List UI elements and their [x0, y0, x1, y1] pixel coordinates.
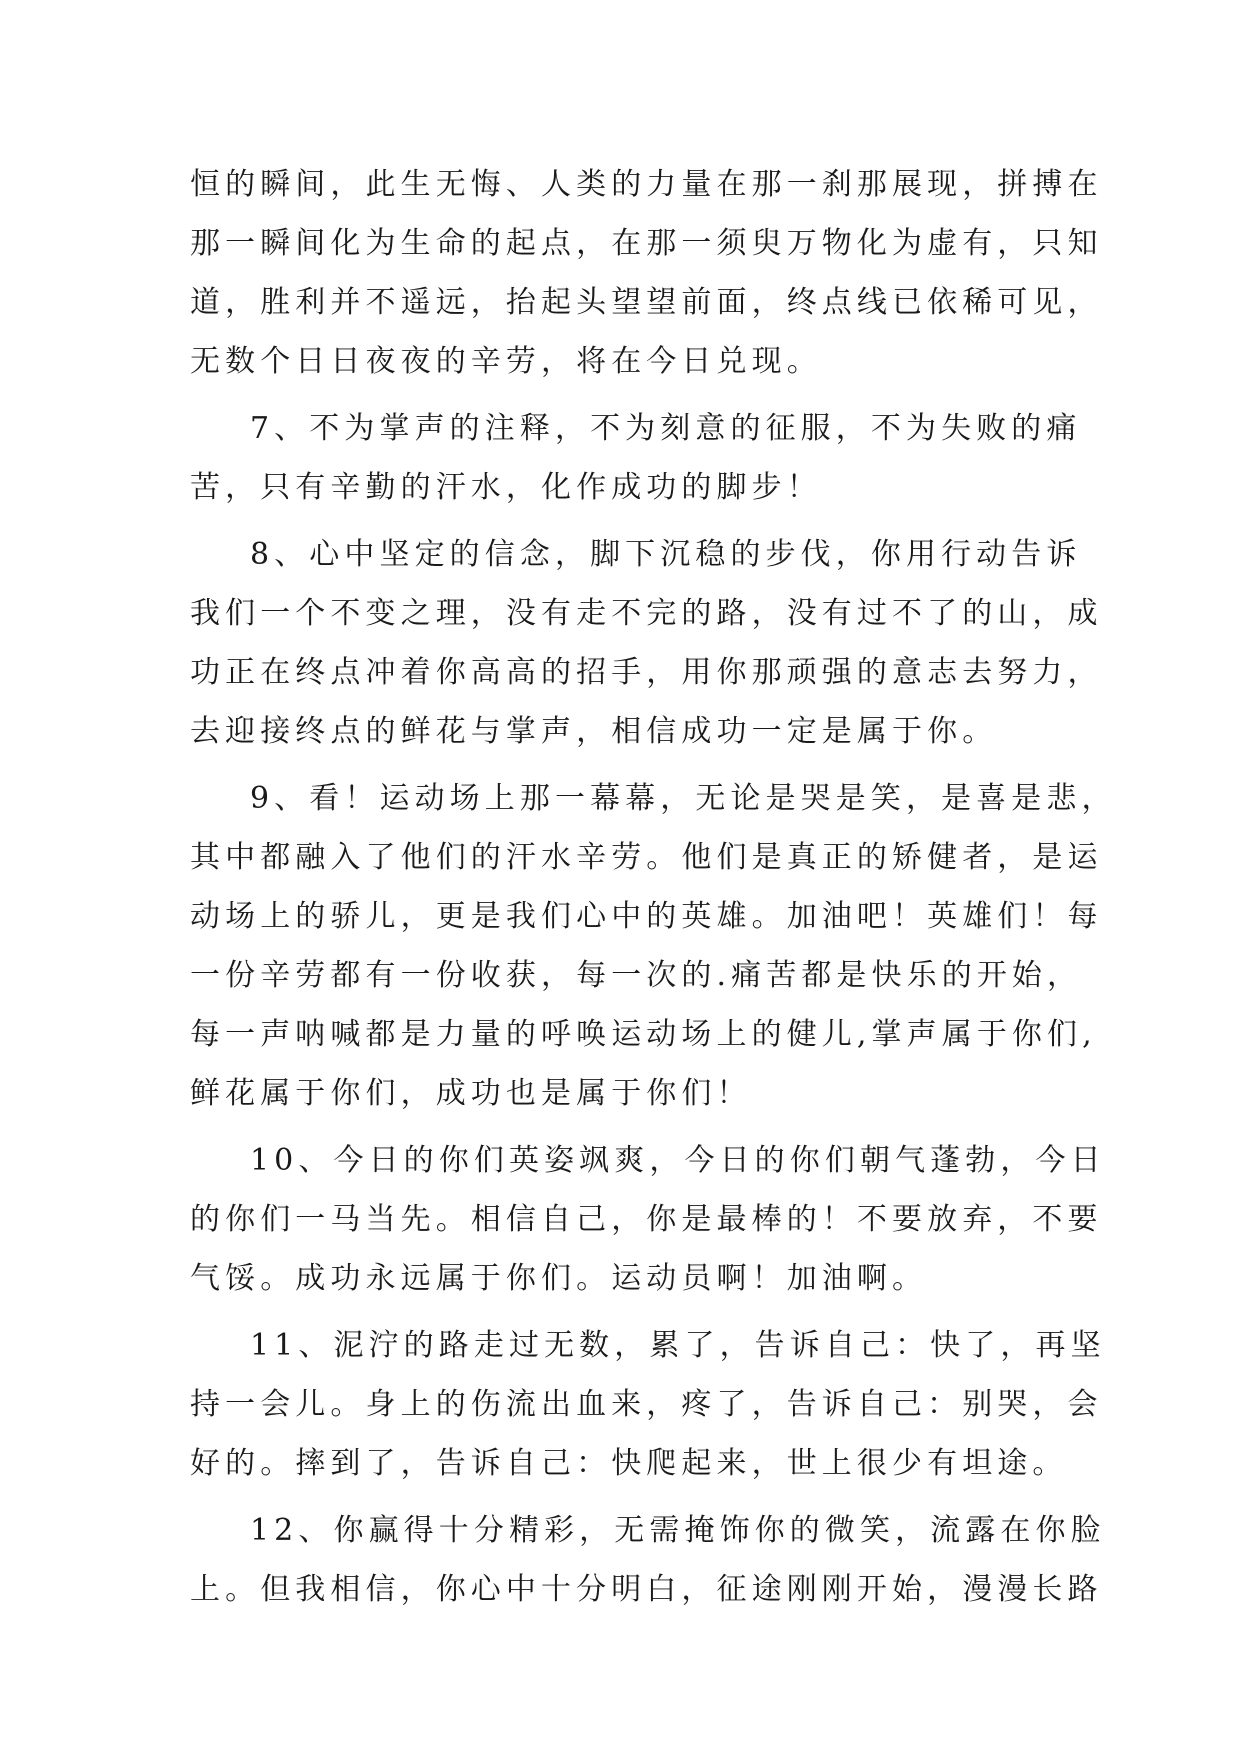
text-line: 动场上的骄儿，更是我们心中的英雄。加油吧！英雄们！每	[190, 899, 1103, 934]
text-line: 上。但我相信，你心中十分明白，征途刚刚开始，漫漫长路	[190, 1572, 1103, 1607]
document-page	[190, 155, 1117, 1619]
text-line: 10、今日的你们英姿飒爽，今日的你们朝气蓬勃，今日	[250, 1143, 1106, 1178]
text-line: 气馁。成功永远属于你们。运动员啊！加油啊。	[190, 1261, 928, 1296]
text-line: 功正在终点冲着你高高的招手，用你那顽强的意志去努力，	[190, 655, 1103, 690]
paragraph-8	[190, 525, 1103, 761]
text-line: 每一声呐喊都是力量的呼唤运动场上的健儿,掌声属于你们,	[190, 1017, 1097, 1052]
text-line: 恒的瞬间，此生无悔、人类的力量在那一刹那展现，拼搏在	[190, 167, 1103, 202]
text-line: 一份辛劳都有一份收获，每一次的.痛苦都是快乐的开始，	[190, 958, 1083, 993]
text-line: 无数个日日夜夜的辛劳，将在今日兑现。	[190, 344, 822, 379]
text-line: 12、你赢得十分精彩，无需掩饰你的微笑，流露在你脸	[250, 1513, 1106, 1548]
text-line: 9、看！运动场上那一幕幕，无论是哭是笑，是喜是悲，	[250, 781, 1117, 816]
paragraph-continuation	[190, 155, 1103, 391]
text-line: 8、心中坚定的信念，脚下沉稳的步伐，你用行动告诉	[250, 537, 1082, 572]
text-line: 道，胜利并不遥远，抬起头望望前面，终点线已依稀可见，	[190, 285, 1103, 320]
paragraph-12	[190, 1501, 1106, 1619]
text-line: 的你们一马当先。相信自己，你是最棒的！不要放弃，不要	[190, 1202, 1103, 1237]
text-line: 我们一个不变之理，没有走不完的路，没有过不了的山，成	[190, 596, 1103, 631]
paragraph-7	[190, 399, 1082, 517]
text-line: 那一瞬间化为生命的起点，在那一须臾万物化为虚有，只知	[190, 226, 1103, 261]
text-line: 11、泥泞的路走过无数，累了，告诉自己：快了，再坚	[250, 1328, 1106, 1363]
paragraph-10	[190, 1131, 1106, 1308]
text-line: 其中都融入了他们的汗水辛劳。他们是真正的矫健者，是运	[190, 840, 1103, 875]
text-line: 去迎接终点的鲜花与掌声，相信成功一定是属于你。	[190, 714, 998, 749]
paragraph-11	[190, 1316, 1106, 1493]
text-line: 持一会儿。身上的伤流出血来，疼了，告诉自己：别哭，会	[190, 1387, 1103, 1422]
text-line: 苦，只有辛勤的汗水，化作成功的脚步！	[190, 470, 822, 505]
text-line: 鲜花属于你们，成功也是属于你们！	[190, 1076, 752, 1111]
text-line: 7、不为掌声的注释，不为刻意的征服，不为失败的痛	[250, 411, 1082, 446]
text-line: 好的。摔到了，告诉自己：快爬起来，世上很少有坦途。	[190, 1446, 1068, 1481]
paragraph-9	[190, 769, 1117, 1123]
